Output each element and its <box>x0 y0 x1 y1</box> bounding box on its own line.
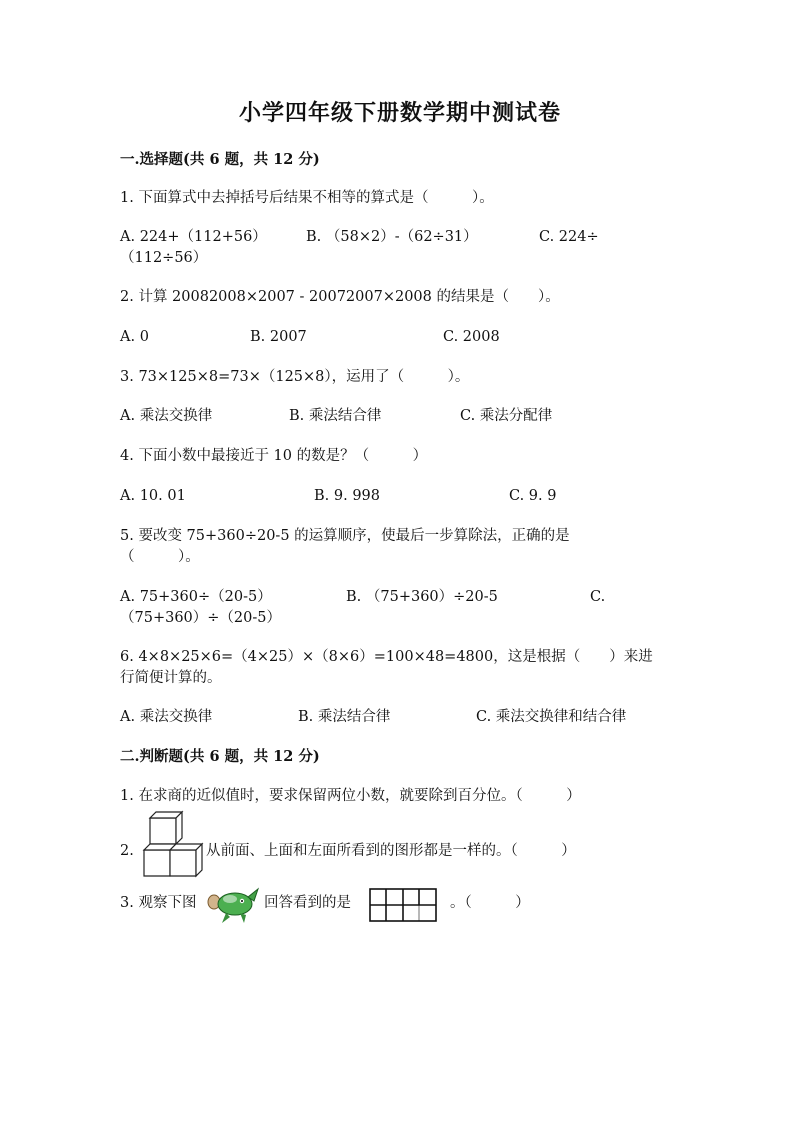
option-c-continued: （75+360）÷（20-5） <box>120 610 282 626</box>
page-title: 小学四年级下册数学期中测试卷 <box>238 100 561 126</box>
green-toy-figure <box>204 885 260 925</box>
option-a: A. 0 <box>120 329 149 345</box>
question-stem-end: 。（ ） <box>450 895 530 911</box>
question-stem: 6. 4×8×25×6=（4×25）×（8×6）=100×48=4800，这是根据（ ）来进 <box>120 649 653 665</box>
question-stem: 1. 在求商的近似值时，要求保留两位小数，就要除到百分位。（ ） <box>120 788 581 804</box>
option-c: C. <box>590 589 606 605</box>
option-c: C. 224÷ <box>539 229 599 245</box>
question-stem-continued: 行简便计算的。 <box>120 670 222 686</box>
option-b: B. 乘法结合律 <box>298 709 391 725</box>
option-a: A. 乘法交换律 <box>120 709 213 725</box>
cube-stack-figure <box>142 810 204 878</box>
question-stem: 1. 下面算式中去掉括号后结果不相等的算式是（ ）。 <box>120 190 494 206</box>
question-stem-start: 3. 观察下图 <box>120 895 197 911</box>
question-number: 2. <box>120 843 134 859</box>
section-heading-judgment: 二.判断题(共 6 题，共 12 分) <box>120 748 320 765</box>
option-b: B. （75+360）÷20-5 <box>346 589 498 605</box>
option-c: C. 9. 9 <box>509 488 557 504</box>
question-stem: 2. 计算 20082008×2007 - 20072007×2008 的结果是（ ）。 <box>120 289 560 305</box>
option-b: B. 9. 998 <box>314 488 380 504</box>
answer-grid-figure <box>368 887 438 923</box>
option-b: B. （58×2）-（62÷31） <box>306 229 478 245</box>
question-stem: 3. 73×125×8=73×（125×8），运用了（ ）。 <box>120 369 470 385</box>
option-c: C. 乘法交换律和结合律 <box>476 709 627 725</box>
option-a: A. 75+360÷（20-5） <box>120 589 272 605</box>
question-stem: 5. 要改变 75+360÷20-5 的运算顺序，使最后一步算除法，正确的是 <box>120 528 570 544</box>
question-stem-middle: 回答看到的是 <box>264 895 351 911</box>
question-stem: 4. 下面小数中最接近于 10 的数是？（ ） <box>120 448 428 464</box>
question-stem: 从前面、上面和左面所看到的图形都是一样的。（ ） <box>206 843 576 859</box>
option-c: C. 乘法分配律 <box>460 408 553 424</box>
option-c-continued: （112÷56） <box>120 250 208 266</box>
option-b: B. 乘法结合律 <box>289 408 382 424</box>
option-a: A. 224+（112+56） <box>120 229 267 245</box>
option-a: A. 乘法交换律 <box>120 408 213 424</box>
section-heading-choice: 一.选择题(共 6 题，共 12 分) <box>120 151 320 168</box>
option-a: A. 10. 01 <box>120 488 186 504</box>
question-stem-continued: （ ）。 <box>120 549 200 565</box>
option-b: B. 2007 <box>250 329 307 345</box>
option-c: C. 2008 <box>443 329 500 345</box>
